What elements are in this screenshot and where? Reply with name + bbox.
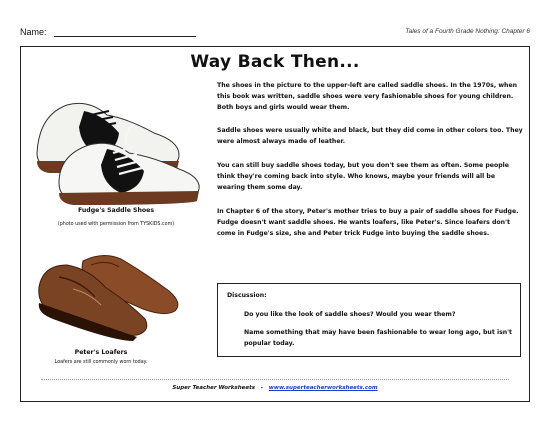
image-column [21, 47, 211, 401]
discussion-title: Discussion: [227, 292, 267, 299]
book-chapter-label: Tales of a Fourth Grade Nothing: Chapter 6 [405, 28, 530, 35]
discussion-question-1: Do you like the look of saddle shoes? Would you wear them? [244, 311, 456, 318]
footer-brand: Super Teacher Worksheets [172, 385, 255, 391]
name-label: Name: [20, 27, 47, 37]
discussion-question-2: Name something that may have been fashionable to wear long ago, but isn't popular today. [244, 329, 513, 347]
paragraph-saddle-today: You can still buy saddle shoes today, but you don't see them as often. Some people think they're coming back into style. Who knows, maybe your friends will all be wearing them some day. [217, 162, 509, 192]
loafers-caption: Peter's Loafers [74, 349, 128, 356]
footer-divider [41, 379, 509, 380]
loafers-note: Loafers are still commonly worn today. [54, 360, 148, 365]
paragraph-chapter-six: In Chapter 6 of the story, Peter's mother tries to buy a pair of saddle shoes for Fudge. Fudge doesn't want saddle shoes. He wants loafers, like Peter's. Since loafers don't come in Fudge's size, she and Peter trick Fudge into buying the saddle shoes. [217, 208, 519, 238]
footer-website-link[interactable]: www.superteacherworksheets.com [268, 385, 378, 391]
saddle-shoes-caption: Fudge's Saddle Shoes [77, 207, 155, 214]
loafers-image [33, 247, 183, 342]
discussion-box [217, 283, 521, 357]
footer-separator: - [260, 385, 264, 391]
name-blank-line[interactable] [54, 36, 196, 37]
paragraph-saddle-colors: Saddle shoes were usually white and black, but they did come in other colors too. They were almost always made of leather. [217, 127, 523, 146]
paragraph-saddle-intro: The shoes in the picture to the upper-left are called saddle shoes. In the 1970s, when this book was written, saddle shoes were very fashionable shoes for young children. Both boys and girls would wear them. [217, 82, 518, 112]
footer [21, 385, 529, 391]
saddle-shoes-credit: (photo used with permission from TYSKIDS.com) [57, 222, 175, 227]
worksheet-header [20, 27, 530, 39]
saddle-shoes-image [29, 75, 209, 205]
page-title: Way Back Then... [190, 52, 360, 72]
worksheet-frame [20, 46, 530, 402]
